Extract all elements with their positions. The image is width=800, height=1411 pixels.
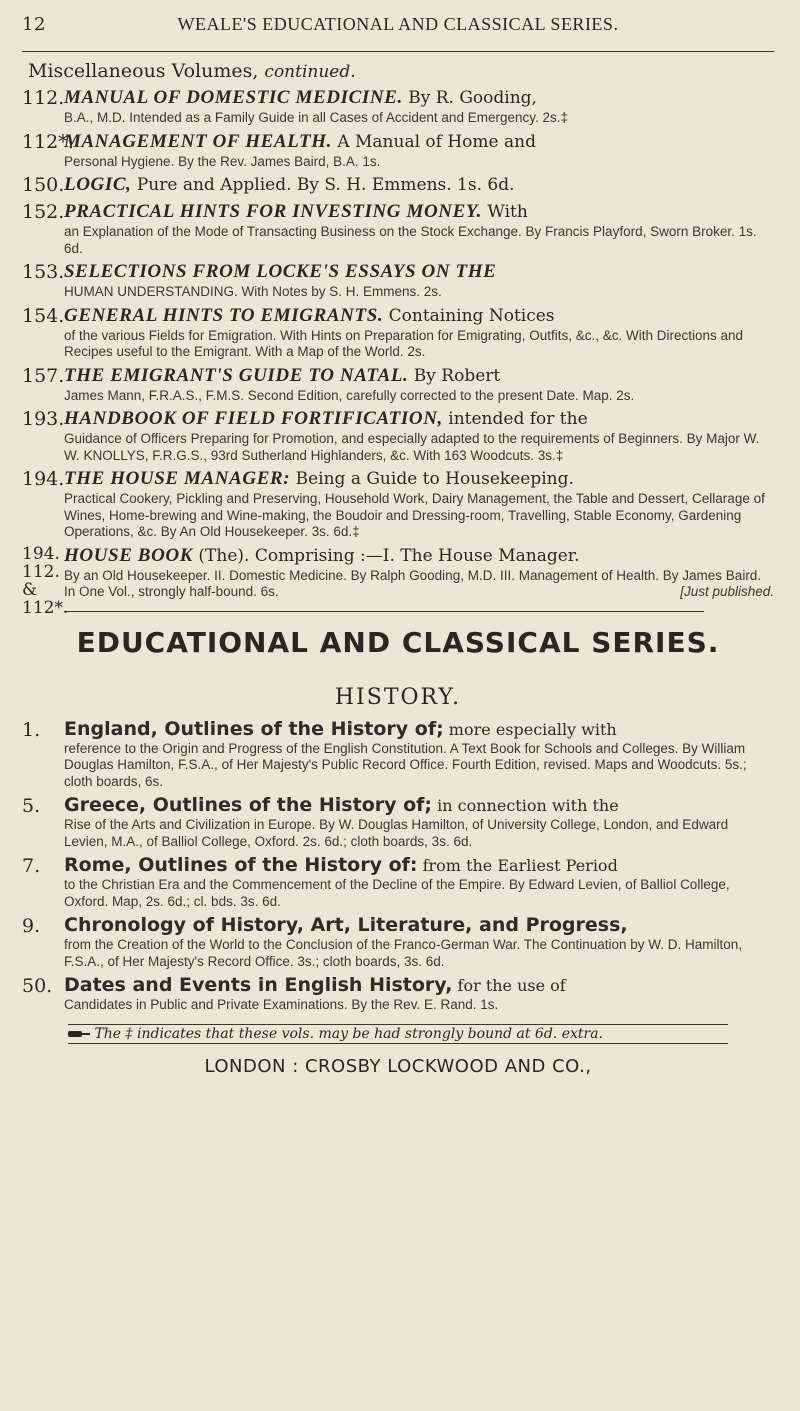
entry-number: 157.	[22, 364, 65, 387]
entry-heading	[64, 173, 774, 197]
entry-body: Rise of the Arts and Civilization in Europe. By W. Douglas Hamilton, of University College, London, and Edward Levien, M.A., of Balliol College, Oxford. 2s. 6d.; cloth boards, 3s. 6d.	[64, 817, 729, 849]
entry-title: THE EMIGRANT'S GUIDE TO NATAL.	[64, 364, 409, 386]
entry-heading-rest: Pure and Applied. By S. H. Emmens. 1s. 6d.	[131, 175, 515, 195]
misc-section-title: Miscellaneous Volumes, continued.	[28, 60, 356, 82]
entry-number-group: 194. 112. & 112*.	[22, 543, 69, 618]
entry-body: Personal Hygiene. By the Rev. James Baird, B.A. 1s.	[64, 153, 381, 169]
entry-heading-rest: for the use of	[452, 976, 566, 995]
entry-heading	[64, 854, 774, 877]
entry-body: B.A., M.D. Intended as a Family Guide in all Cases of Accident and Emergency. 2s.‡	[64, 110, 568, 125]
misc-entry	[22, 86, 774, 127]
entry-title: THE HOUSE MANAGER:	[64, 468, 291, 489]
entry-number: 112*.	[22, 130, 74, 153]
misc-entry	[22, 364, 774, 405]
entry-title: Chronology of History, Art, Literature, and Progress,	[64, 914, 628, 936]
entry-title: Rome, Outlines of the History of:	[64, 854, 418, 876]
entry-title: England, Outlines of the History of;	[64, 717, 444, 740]
entry-heading	[64, 200, 774, 224]
entry-heading	[64, 86, 774, 110]
entry-body: Candidates in Public and Private Examinations. By the Rev. E. Rand. 1s.	[64, 997, 499, 1012]
misc-entry	[22, 260, 774, 301]
entry-title: HANDBOOK OF FIELD FORTIFICATION,	[64, 408, 443, 429]
entry-body: By an Old Housekeeper. II. Domestic Medicine. By Ralph Gooding, M.D. III. Management of Health. By James Baird. In One Vol., strongly half-bound. 6s. [Just published.	[64, 567, 774, 599]
entry-title: MANAGEMENT OF HEALTH.	[64, 130, 332, 152]
entry-heading	[64, 260, 774, 284]
entry-body: to the Christian Era and the Commencement of the Decline of the Empire. By Edward Levien, of Balliol College, Oxford. Map, 2s. 6d.; cl. bds. 3s. 6d.	[64, 877, 730, 909]
history-entry-list	[22, 718, 774, 1014]
history-title: HISTORY.	[334, 684, 462, 710]
entry-number: 152.	[22, 201, 65, 223]
entry-heading-rest: from the Earliest Period	[417, 856, 618, 875]
entry-body: of the various Fields for Emigration. With Hints on Preparation for Emigrating, Outfits, &c., &c. With Directions and Recipes useful to the Emigrant. With a Map of the World. 2s.	[64, 327, 744, 359]
entry-heading-rest: Being a Guide to Housekeeping.	[290, 469, 574, 489]
entry-title: SELECTIONS FROM LOCKE'S ESSAYS ON THE	[64, 261, 497, 282]
entry-number: 193.	[22, 408, 65, 430]
entry-number: 194.	[22, 468, 65, 490]
entry-heading	[64, 974, 774, 997]
history-entry	[22, 914, 774, 970]
entry-body: from the Creation of the World to the Conclusion of the Franco-German War. The Continuation by W. D. Hamilton, F.S.A., of Her Majesty's Record Office. 3s.; cloth boards, 3s. 6d.	[64, 937, 743, 969]
entry-heading: HOUSE BOOK (The). Comprising :—I. The House Manager.	[64, 544, 580, 566]
entry-body: an Explanation of the Mode of Transacting Business on the Stock Exchange. By Francis Playford, Sworn Broker. 1s. 6d.	[64, 224, 757, 256]
running-title: WEALE'S EDUCATIONAL AND CLASSICAL SERIES.	[177, 14, 619, 34]
entry-title: PRACTICAL HINTS FOR INVESTING MONEY.	[64, 201, 483, 222]
entry-number: 7.	[22, 855, 41, 877]
entry-heading	[64, 467, 774, 491]
entry-number: 154.	[22, 304, 65, 327]
pointing-hand-icon	[68, 1029, 90, 1039]
house-book-entry	[22, 543, 774, 618]
publisher-footer: LONDON : CROSBY LOCKWOOD AND CO.,	[204, 1055, 592, 1077]
entry-heading-rest: By R. Gooding,	[402, 88, 537, 108]
entry-number: 5.	[22, 795, 41, 817]
misc-entry	[22, 304, 774, 361]
entry-number: 50.	[22, 975, 53, 997]
history-entry	[22, 974, 774, 1014]
header-rule	[22, 51, 774, 52]
entry-heading-rest: A Manual of Home and	[331, 131, 536, 152]
entry-heading-rest: intended for the	[442, 409, 588, 429]
misc-entry	[22, 173, 774, 197]
entry-heading-rest: With	[482, 202, 528, 222]
history-entry	[22, 794, 774, 850]
entry-body: HUMAN UNDERSTANDING. With Notes by S. H. Emmens. 2s.	[64, 284, 442, 299]
entry-title: Dates and Events in English History,	[64, 974, 453, 996]
entry-title: GENERAL HINTS TO EMIGRANTS.	[64, 304, 384, 326]
misc-entry	[22, 407, 774, 464]
misc-entry	[22, 130, 774, 171]
entry-number: 153.	[22, 261, 65, 283]
entry-heading	[64, 718, 774, 741]
entry-number: 150.	[22, 174, 65, 196]
entry-body: reference to the Origin and Progress of the English Constitution. A Text Book for Schools and Colleges. By William Douglas Hamilton, F.S.A., of Her Majesty's Public Record Office. Fourth Edition, revised. Maps and Woodcuts. 5s.; cloth boards, 6s.	[64, 740, 747, 789]
entry-heading-rest: in connection with the	[432, 796, 619, 815]
entry-title: Greece, Outlines of the History of;	[64, 794, 433, 816]
footnote: The ‡ indicates that these vols. may be had strongly bound at 6d. extra.	[68, 1024, 728, 1044]
entry-number: 9.	[22, 915, 41, 937]
entry-number: 112.	[22, 87, 65, 109]
page-number: 12	[22, 14, 46, 35]
misc-entry-list	[22, 86, 774, 541]
entry-heading	[64, 364, 774, 388]
section-rule	[64, 611, 704, 612]
running-header	[22, 14, 774, 35]
entry-body: Practical Cookery, Pickling and Preserving, Household Work, Dairy Management, the Table and Dessert, Cellarage of Wines, Home-brewing and Wine-making, the Boudoir and Dressing-room, Travelling, Stable Economy, Gardening Operations, &c. By An Old Housekeeper. 3s. 6d.‡	[64, 491, 765, 539]
entry-heading	[64, 914, 774, 937]
entry-heading	[64, 304, 774, 328]
entry-body: Guidance of Officers Preparing for Promotion, and especially adapted to the requirements of Beginners. By Major W. W. KNOLLYS, F.R.G.S., 93rd Sutherland Highlanders, &c. With 163 Woodcuts. 3s.‡	[64, 431, 760, 463]
entry-number: 1.	[22, 718, 41, 741]
entry-heading	[64, 794, 774, 817]
entry-heading-rest: more especially with	[443, 719, 617, 739]
misc-entry	[22, 467, 774, 541]
history-entry	[22, 854, 774, 910]
entry-heading-rest: By Robert	[408, 365, 501, 386]
entry-heading	[64, 407, 774, 431]
history-entry	[22, 718, 774, 791]
entry-title: LOGIC,	[64, 174, 132, 195]
misc-section-continued: continued.	[264, 62, 356, 82]
series-title: EDUCATIONAL AND CLASSICAL SERIES.	[76, 625, 720, 659]
entry-body: James Mann, F.R.A.S., F.M.S. Second Edition, carefully corrected to the present Date. Map. 2s.	[64, 387, 635, 403]
misc-entry	[22, 200, 774, 257]
entry-heading-rest: Containing Notices	[383, 305, 555, 326]
entry-heading	[64, 130, 774, 154]
entry-title: MANUAL OF DOMESTIC MEDICINE.	[64, 87, 403, 108]
published-note: [Just published.	[680, 584, 774, 599]
